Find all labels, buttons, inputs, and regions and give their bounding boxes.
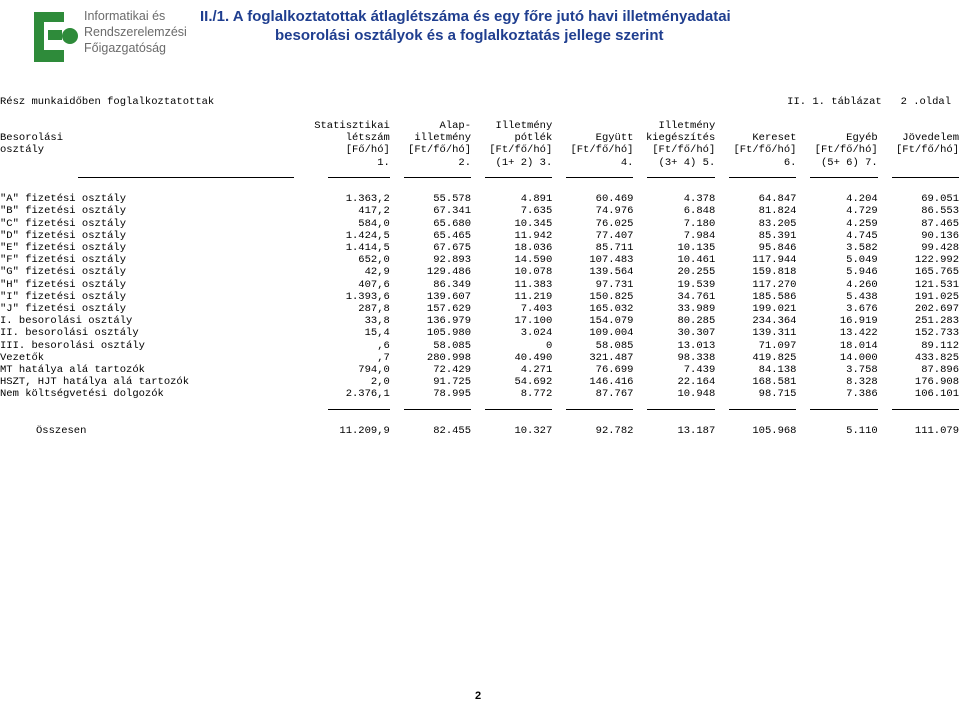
table-cell: 176.908: [914, 376, 959, 389]
table-cell: 98.715: [758, 388, 797, 401]
table-cell: 154.079: [589, 315, 634, 328]
column-header: (3+ 4) 5.: [658, 156, 716, 169]
table-cell: 89.112: [921, 339, 959, 352]
total-cell: 13.187: [677, 425, 716, 438]
table-cell: 0: [545, 339, 553, 352]
table-cell: 10.461: [677, 254, 716, 267]
header-row-h4: [0, 157, 959, 169]
total-cell: 111.079: [914, 425, 959, 438]
table-cell: 4.204: [846, 193, 878, 206]
table-cell: 7.403: [520, 303, 553, 316]
table-row: [0, 340, 959, 352]
table-cell: 40.490: [514, 351, 553, 364]
column-header: illetmény: [414, 132, 472, 145]
table-cell: 5.438: [846, 290, 878, 303]
spacer-cell: [715, 181, 796, 193]
table-cell: 3.582: [846, 242, 878, 254]
row-label: Vezetők: [0, 351, 45, 364]
table-cell: 5.049: [846, 254, 878, 267]
row-label: "J" fizetési osztály: [0, 303, 127, 316]
table-cell: 106.101: [914, 388, 959, 401]
table-cell: 58.085: [433, 339, 472, 352]
table-cell: 84.138: [758, 364, 797, 377]
row-label: "C" fizetési osztály: [0, 217, 127, 230]
rule-cell: [314, 169, 390, 181]
total-cell: 92.782: [595, 425, 634, 438]
rule-cell: [390, 401, 471, 413]
table-row: [0, 205, 959, 217]
column-header: [0, 157, 314, 169]
table-cell: 321.487: [589, 351, 634, 364]
page-number: 2: [475, 690, 482, 702]
column-header: 6.: [783, 156, 797, 169]
table-cell: 69.051: [921, 193, 959, 206]
column-header: [Ft/fő/hó]: [652, 144, 716, 157]
table-cell: 15,4: [364, 327, 390, 340]
table-cell: 16.919: [839, 315, 878, 328]
column-header: Jövedelem: [902, 132, 959, 145]
rule-cell: [471, 401, 552, 413]
table-cell: 86.553: [921, 205, 959, 218]
table-cell: 122.992: [914, 254, 959, 267]
table-cell: 234.364: [752, 315, 797, 328]
rule-cell: [796, 401, 877, 413]
table-cell: 7.180: [683, 217, 716, 230]
spacer-row: [0, 413, 959, 425]
table-cell: 3.758: [846, 364, 878, 377]
table-cell: 2.376,1: [345, 388, 390, 401]
column-header: 2.: [458, 156, 472, 169]
table-cell: 22.164: [677, 376, 716, 389]
column-header: [Ft/fő/hó]: [489, 144, 553, 157]
rule-cell: [390, 169, 471, 181]
rule-cell: [633, 169, 715, 181]
table-cell: 4.378: [683, 193, 716, 206]
column-header: Besorolási: [0, 132, 64, 145]
spacer-cell: [0, 181, 314, 193]
table-cell: 90.136: [921, 229, 959, 242]
table-cell: 60.469: [595, 193, 634, 206]
table-row: [0, 266, 959, 278]
rule-cell: [878, 169, 959, 181]
table-cell: ,7: [377, 351, 390, 364]
column-header: [878, 157, 959, 169]
org-name-line1: Informatikai és: [84, 9, 166, 23]
column-header: [Ft/fő/hó]: [408, 144, 472, 157]
rule-cell: [0, 401, 314, 413]
total-cell: 10.327: [514, 425, 553, 438]
table-cell: 105.980: [426, 327, 472, 340]
table-cell: 10.078: [514, 266, 553, 279]
rule-cell: [715, 401, 796, 413]
column-header: (1+ 2) 3.: [495, 156, 553, 169]
title-line2: besorolási osztályok és a foglalkoztatás jellege szerint: [275, 27, 664, 44]
table-cell: 85.391: [758, 229, 797, 242]
table-cell: 83.205: [758, 217, 797, 230]
column-header: [0, 120, 314, 132]
spacer-cell: [878, 181, 959, 193]
rule-cell: [633, 401, 715, 413]
row-label: "E" fizetési osztály: [0, 242, 127, 254]
table-cell: 4.260: [846, 278, 878, 291]
header-row-h3: [0, 144, 959, 156]
table-cell: 1.414,5: [345, 242, 390, 254]
rule-cell: [552, 401, 633, 413]
table-cell: 13.422: [839, 327, 878, 340]
table-cell: 129.486: [426, 266, 472, 279]
table-cell: ,6: [377, 339, 390, 352]
rule-cell: [0, 169, 314, 181]
table-cell: 652,0: [358, 254, 390, 267]
rule-cell: [796, 169, 877, 181]
table-cell: 1.393,6: [345, 290, 390, 303]
rule-cell: [552, 169, 633, 181]
column-header: létszám: [345, 132, 390, 145]
table-cell: 417,2: [358, 205, 390, 218]
table-row: [0, 388, 959, 400]
row-label: "F" fizetési osztály: [0, 254, 127, 267]
table-cell: 117.270: [752, 278, 797, 291]
table-cell: 433.825: [914, 351, 959, 364]
table-cell: 30.307: [677, 327, 716, 340]
table-cell: 7.984: [683, 229, 716, 242]
table-row: [0, 242, 959, 254]
table-cell: 13.013: [677, 339, 716, 352]
column-header: [Fő/hó]: [345, 144, 390, 157]
table-cell: 7.635: [520, 205, 553, 218]
column-header: Statisztikai: [314, 120, 390, 132]
column-header: 4.: [620, 156, 634, 169]
table-cell: 64.847: [758, 193, 797, 206]
table-cell: 6.848: [683, 205, 716, 218]
column-header: osztály: [0, 144, 45, 157]
table-cell: 202.697: [914, 303, 959, 316]
column-header: kiegészítés: [645, 132, 716, 145]
table-cell: 99.428: [921, 242, 959, 254]
row-label: HSZT, HJT hatálya alá tartozók: [0, 376, 190, 389]
table-cell: 2,0: [370, 376, 390, 389]
spacer-cell: [878, 413, 959, 425]
table-cell: 157.629: [426, 303, 472, 316]
table-cell: 76.025: [595, 217, 634, 230]
table-cell: 76.699: [595, 364, 634, 377]
spacer-cell: [314, 413, 390, 425]
table-row: [0, 254, 959, 266]
table-row: [0, 291, 959, 303]
spacer-cell: [796, 413, 877, 425]
total-label: Összesen: [36, 425, 87, 438]
table-cell: 77.407: [595, 229, 634, 242]
column-header: Egyéb: [846, 132, 878, 145]
row-label: "B" fizetési osztály: [0, 205, 127, 218]
table-cell: 10.135: [677, 242, 716, 254]
page-title: [200, 7, 731, 45]
column-header: Alap-: [439, 120, 472, 132]
spacer-cell: [633, 181, 715, 193]
column-header: (5+ 6) 7.: [820, 156, 878, 169]
table-cell: 8.772: [520, 388, 553, 401]
table-cell: 419.825: [752, 351, 797, 364]
rule-cell: [878, 401, 959, 413]
rule-cell: [314, 401, 390, 413]
table-cell: 251.283: [914, 315, 959, 328]
row-label: "D" fizetési osztály: [0, 229, 127, 242]
table-row: [0, 376, 959, 388]
org-name-line2: Rendszerelemzési: [84, 25, 187, 39]
total-cell: 5.110: [846, 425, 878, 438]
table-cell: 121.531: [914, 278, 959, 291]
header-row-h2: [0, 132, 959, 144]
table-cell: 4.259: [846, 217, 878, 230]
table-row: [0, 352, 959, 364]
table-cell: 11.942: [514, 229, 553, 242]
table-cell: 85.711: [595, 242, 634, 254]
table-subheader: [0, 96, 959, 110]
table-cell: 92.893: [433, 254, 472, 267]
table-row: [0, 364, 959, 376]
table-cell: 3.676: [846, 303, 878, 316]
table-cell: 1.363,2: [345, 193, 390, 206]
org-name-line3: Főigazgatóság: [84, 41, 167, 55]
table-cell: 165.765: [914, 266, 959, 279]
table-cell: 139.607: [426, 290, 472, 303]
total-cell: 11.209,9: [339, 425, 390, 438]
table-cell: 65.680: [433, 217, 472, 230]
table-cell: 20.255: [677, 266, 716, 279]
table-cell: 87.767: [595, 388, 634, 401]
subheader-right: II. 1. táblázat 2 .oldal: [787, 96, 951, 108]
total-row: [0, 425, 959, 437]
table-cell: 287,8: [358, 303, 390, 316]
row-label: III. besorolási osztály: [0, 339, 145, 352]
table-cell: 86.349: [433, 278, 472, 291]
column-header: Kereset: [752, 132, 797, 145]
table-cell: 4.729: [846, 205, 878, 218]
spacer-cell: [633, 413, 715, 425]
table-cell: 4.271: [520, 364, 553, 377]
table-cell: 1.424,5: [345, 229, 390, 242]
table-row: [0, 218, 959, 230]
table-cell: 18.014: [839, 339, 878, 352]
table-cell: 87.465: [921, 217, 959, 230]
table-cell: 11.219: [514, 290, 553, 303]
row-label: "H" fizetési osztály: [0, 278, 127, 291]
table-cell: 71.097: [758, 339, 797, 352]
column-header: [Ft/fő/hó]: [814, 144, 878, 157]
table-row: [0, 230, 959, 242]
column-header: [796, 120, 877, 132]
table-cell: 87.896: [921, 364, 959, 377]
table-cell: 42,9: [364, 266, 390, 279]
table-cell: 14.590: [514, 254, 553, 267]
logo-emblem-icon: [34, 6, 80, 64]
table-cell: 65.465: [433, 229, 472, 242]
spacer-cell: [552, 413, 633, 425]
column-header: Együtt: [595, 132, 634, 145]
table-cell: 168.581: [752, 376, 797, 389]
salary-table: [0, 120, 959, 437]
rule-cell: [471, 169, 552, 181]
column-header: [Ft/fő/hó]: [570, 144, 634, 157]
spacer-cell: [471, 181, 552, 193]
spacer-row: [0, 181, 959, 193]
table-cell: 159.818: [752, 266, 797, 279]
table-cell: 67.341: [433, 205, 472, 218]
table-cell: 67.675: [433, 242, 472, 254]
table-row: [0, 315, 959, 327]
header-row-h1: [0, 120, 959, 132]
column-header: [878, 120, 959, 132]
table-cell: 72.429: [433, 364, 472, 377]
column-header: pótlék: [514, 132, 553, 145]
table-cell: 33,8: [364, 315, 390, 328]
table-cell: 14.000: [839, 351, 878, 364]
total-cell: 105.968: [752, 425, 797, 438]
table-row: [0, 303, 959, 315]
table-cell: 407,6: [358, 278, 390, 291]
title-line1: II./1. A foglalkoztatottak átlaglétszáma és egy főre jutó havi illetményadatai: [200, 8, 731, 25]
table-cell: 107.483: [589, 254, 634, 267]
table-cell: 95.846: [758, 242, 797, 254]
table-cell: 3.024: [520, 327, 553, 340]
table-row: [0, 193, 959, 205]
table-cell: 19.539: [677, 278, 716, 291]
table-cell: 165.032: [589, 303, 634, 316]
table-cell: 10.345: [514, 217, 553, 230]
table-cell: 18.036: [514, 242, 553, 254]
table-cell: 97.731: [595, 278, 634, 291]
table-row: [0, 279, 959, 291]
table-cell: 117.944: [752, 254, 797, 267]
table-cell: 4.745: [846, 229, 878, 242]
table-cell: 152.733: [914, 327, 959, 340]
table-cell: 109.004: [589, 327, 634, 340]
table-cell: 191.025: [914, 290, 959, 303]
table-cell: 7.439: [683, 364, 716, 377]
table-cell: 280.998: [426, 351, 472, 364]
table-cell: 74.976: [595, 205, 634, 218]
header-rule: [0, 169, 959, 181]
spacer-cell: [552, 181, 633, 193]
table-cell: 7.386: [846, 388, 878, 401]
table-cell: 146.416: [589, 376, 634, 389]
table-cell: 11.383: [514, 278, 553, 291]
row-label: MT hatálya alá tartozók: [0, 364, 145, 377]
table-cell: 136.979: [426, 315, 472, 328]
row-label: II. besorolási osztály: [0, 327, 139, 340]
column-header: Illetmény: [495, 120, 553, 132]
table-cell: 80.285: [677, 315, 716, 328]
total-rule: [0, 401, 959, 413]
table-cell: 91.725: [433, 376, 472, 389]
table-cell: 4.891: [520, 193, 553, 206]
table-cell: 150.825: [589, 290, 634, 303]
total-cell: 82.455: [433, 425, 472, 438]
table-row: [0, 327, 959, 339]
table-cell: 54.692: [514, 376, 553, 389]
table-cell: 55.578: [433, 193, 472, 206]
row-label: I. besorolási osztály: [0, 315, 133, 328]
table-cell: 794,0: [358, 364, 390, 377]
spacer-cell: [390, 181, 471, 193]
spacer-cell: [471, 413, 552, 425]
spacer-cell: [0, 413, 314, 425]
column-header: [Ft/fő/hó]: [733, 144, 797, 157]
table-cell: 34.761: [677, 290, 716, 303]
column-header: [552, 120, 633, 132]
ministry-logo: [34, 6, 214, 64]
row-label: Nem költségvetési dolgozók: [0, 388, 164, 401]
table-cell: 81.824: [758, 205, 797, 218]
table-cell: 78.995: [433, 388, 472, 401]
rule-cell: [715, 169, 796, 181]
table-cell: 5.946: [846, 266, 878, 279]
column-header: [715, 120, 796, 132]
row-label: "A" fizetési osztály: [0, 193, 127, 206]
spacer-cell: [715, 413, 796, 425]
table-cell: 10.948: [677, 388, 716, 401]
table-cell: 199.021: [752, 303, 797, 316]
table-cell: 139.311: [752, 327, 797, 340]
table-cell: 33.989: [677, 303, 716, 316]
table-cell: 17.100: [514, 315, 553, 328]
table-cell: 584,0: [358, 217, 390, 230]
spacer-cell: [796, 181, 877, 193]
table-cell: 139.564: [589, 266, 634, 279]
spacer-cell: [390, 413, 471, 425]
subheader-left: Rész munkaidőben foglalkoztatottak: [0, 96, 215, 108]
table-cell: 8.328: [846, 376, 878, 389]
table-cell: 98.338: [677, 351, 716, 364]
column-header: Illetmény: [658, 120, 716, 132]
column-header: [Ft/fő/hó]: [895, 144, 959, 157]
table-cell: 58.085: [595, 339, 634, 352]
spacer-cell: [314, 181, 390, 193]
row-label: "I" fizetési osztály: [0, 290, 127, 303]
row-label: "G" fizetési osztály: [0, 266, 127, 279]
column-header: 1.: [377, 156, 390, 169]
table-cell: 185.586: [752, 290, 797, 303]
